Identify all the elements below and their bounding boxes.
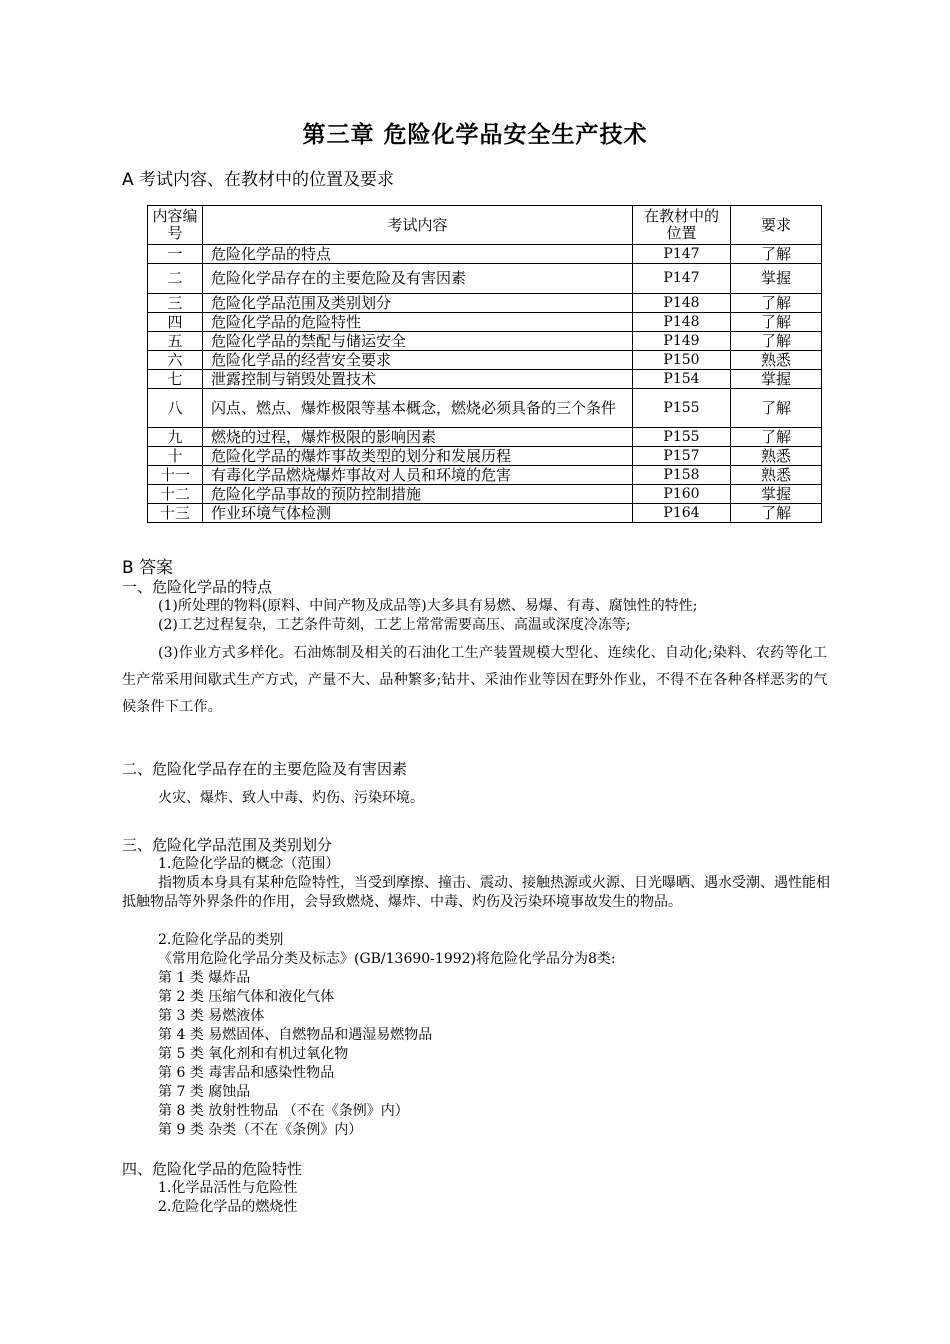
cell-no: 七 xyxy=(148,370,203,389)
answer-three-sub1: 1.危险化学品的概念（范围） xyxy=(158,856,340,872)
cell-no: 二 xyxy=(148,264,203,294)
cell-page: P150 xyxy=(633,351,731,370)
cell-req: 了解 xyxy=(731,389,822,428)
cell-no: 十 xyxy=(148,447,203,466)
section-b-heading: B 答案 xyxy=(122,558,174,578)
cell-page: P157 xyxy=(633,447,731,466)
cell-content: 危险化学品的爆炸事故类型的划分和发展历程 xyxy=(203,447,633,466)
answer-three-heading: 三、危险化学品范围及类别划分 xyxy=(122,836,333,854)
cell-no: 三 xyxy=(148,294,203,313)
answer-three-sub2: 2.危险化学品的类别 xyxy=(158,932,284,948)
answer-two-heading: 二、危险化学品存在的主要危险及有害因素 xyxy=(122,760,408,778)
cell-req: 熟悉 xyxy=(731,466,822,485)
class-item: 第 7 类 腐蚀品 xyxy=(158,1084,251,1100)
cell-no: 九 xyxy=(148,428,203,447)
class-item: 第 5 类 氧化剂和有机过氧化物 xyxy=(158,1046,349,1062)
cell-req: 了解 xyxy=(731,504,822,523)
cell-content: 燃烧的过程，爆炸极限的影响因素 xyxy=(203,428,633,447)
cell-content: 泄露控制与销毁处置技术 xyxy=(203,370,633,389)
cell-no: 八 xyxy=(148,389,203,428)
cell-req: 掌握 xyxy=(731,264,822,294)
cell-page: P149 xyxy=(633,332,731,351)
answer-four-heading: 四、危险化学品的危险特性 xyxy=(122,1160,303,1178)
cell-page: P158 xyxy=(633,466,731,485)
cell-page: P148 xyxy=(633,313,731,332)
answer-four-sub1: 1.化学品活性与危险性 xyxy=(158,1180,298,1196)
table-header-row xyxy=(148,206,822,245)
answer-three-p1: 指物质本身具有某种危险特性，当受到摩擦、撞击、震动、接触热源或火源、日光曝晒、遇水受潮、遇性能相抵触物品等外界条件的作用，会导致燃烧、爆炸、中毒、灼伤及污染环境事故发生的物品。 xyxy=(122,875,830,910)
header-content: 考试内容 xyxy=(203,206,633,245)
cell-content: 危险化学品事故的预防控制措施 xyxy=(203,485,633,504)
table-body xyxy=(148,245,822,523)
cell-req: 了解 xyxy=(731,245,822,264)
cell-content: 危险化学品的危险特性 xyxy=(203,313,633,332)
table-row xyxy=(148,504,822,523)
cell-req: 了解 xyxy=(731,428,822,447)
cell-page: P155 xyxy=(633,389,731,428)
chapter-title: 第三章 危险化学品安全生产技术 xyxy=(302,122,648,148)
table-row xyxy=(148,313,822,332)
cell-page: P147 xyxy=(633,264,731,294)
cell-content: 作业环境气体检测 xyxy=(203,504,633,523)
answer-two-p1: 火灾、爆炸、致人中毒、灼伤、污染环境。 xyxy=(158,790,424,806)
cell-req: 熟悉 xyxy=(731,351,822,370)
table-row xyxy=(148,447,822,466)
cell-content: 危险化学品的禁配与储运安全 xyxy=(203,332,633,351)
cell-no: 十一 xyxy=(148,466,203,485)
cell-no: 十二 xyxy=(148,485,203,504)
cell-req: 了解 xyxy=(731,294,822,313)
table-row xyxy=(148,332,822,351)
cell-content: 危险化学品存在的主要危险及有害因素 xyxy=(203,264,633,294)
table-row xyxy=(148,389,822,428)
cell-content: 危险化学品范围及类别划分 xyxy=(203,294,633,313)
header-no: 内容编号 xyxy=(148,206,203,245)
header-req: 要求 xyxy=(731,206,822,245)
answer-one-p1: (1)所处理的物料(原料、中间产物及成品等)大多具有易燃、易爆、有毒、腐蚀性的特性; xyxy=(158,598,698,614)
table-row xyxy=(148,428,822,447)
answer-one-p2: (2)工艺过程复杂，工艺条件苛刻，工艺上常常需要高压、高温或深度冷冻等; xyxy=(158,617,631,633)
requirements-table xyxy=(147,205,822,523)
table-row xyxy=(148,351,822,370)
cell-content: 闪点、燃点、爆炸极限等基本概念，燃烧必须具备的三个条件 xyxy=(203,389,633,428)
class-item: 第 8 类 放射性物品 （不在《条例》内） xyxy=(158,1103,409,1119)
answer-four-sub2: 2.危险化学品的燃烧性 xyxy=(158,1199,298,1215)
table-row xyxy=(148,485,822,504)
cell-no: 十三 xyxy=(148,504,203,523)
cell-content: 有毒化学品燃烧爆炸事故对人员和环境的危害 xyxy=(203,466,633,485)
cell-page: P148 xyxy=(633,294,731,313)
class-item: 第 9 类 杂类（不在《条例》内） xyxy=(158,1122,363,1138)
cell-req: 熟悉 xyxy=(731,447,822,466)
cell-no: 六 xyxy=(148,351,203,370)
cell-req: 掌握 xyxy=(731,485,822,504)
table-row xyxy=(148,264,822,294)
table-row xyxy=(148,370,822,389)
class-item: 第 1 类 爆炸品 xyxy=(158,970,251,986)
answer-one-p3: (3)作业方式多样化。石油炼制及相关的石油化工生产装置规模大型化、连续化、自动化;染料、农药等化工生产常采用间歇式生产方式，产量不大、品种繁多;钻井、采油作业等因在野外作业，不得不在各种各样恶劣的气候条件下工作。 xyxy=(122,645,828,715)
table-row xyxy=(148,466,822,485)
table-row xyxy=(148,294,822,313)
cell-req: 了解 xyxy=(731,332,822,351)
class-item: 第 6 类 毒害品和感染性物品 xyxy=(158,1065,335,1081)
cell-content: 危险化学品的特点 xyxy=(203,245,633,264)
answer-three-p2: 《常用危险化学品分类及标志》(GB/13690-1992)将危险化学品分为8类: xyxy=(158,951,616,967)
header-page: 在教材中的位置 xyxy=(633,206,731,245)
cell-content: 危险化学品的经营安全要求 xyxy=(203,351,633,370)
cell-page: P154 xyxy=(633,370,731,389)
cell-no: 四 xyxy=(148,313,203,332)
section-a-heading: A 考试内容、在教材中的位置及要求 xyxy=(122,170,395,190)
class-item: 第 2 类 压缩气体和液化气体 xyxy=(158,989,335,1005)
cell-req: 掌握 xyxy=(731,370,822,389)
table-row xyxy=(148,245,822,264)
cell-page: P160 xyxy=(633,485,731,504)
cell-page: P155 xyxy=(633,428,731,447)
cell-page: P164 xyxy=(633,504,731,523)
cell-no: 一 xyxy=(148,245,203,264)
class-item: 第 3 类 易燃液体 xyxy=(158,1008,265,1024)
cell-page: P147 xyxy=(633,245,731,264)
class-item: 第 4 类 易燃固体、自燃物品和遇湿易燃物品 xyxy=(158,1027,433,1043)
cell-req: 了解 xyxy=(731,313,822,332)
answer-one-heading: 一、危险化学品的特点 xyxy=(122,578,273,596)
cell-no: 五 xyxy=(148,332,203,351)
